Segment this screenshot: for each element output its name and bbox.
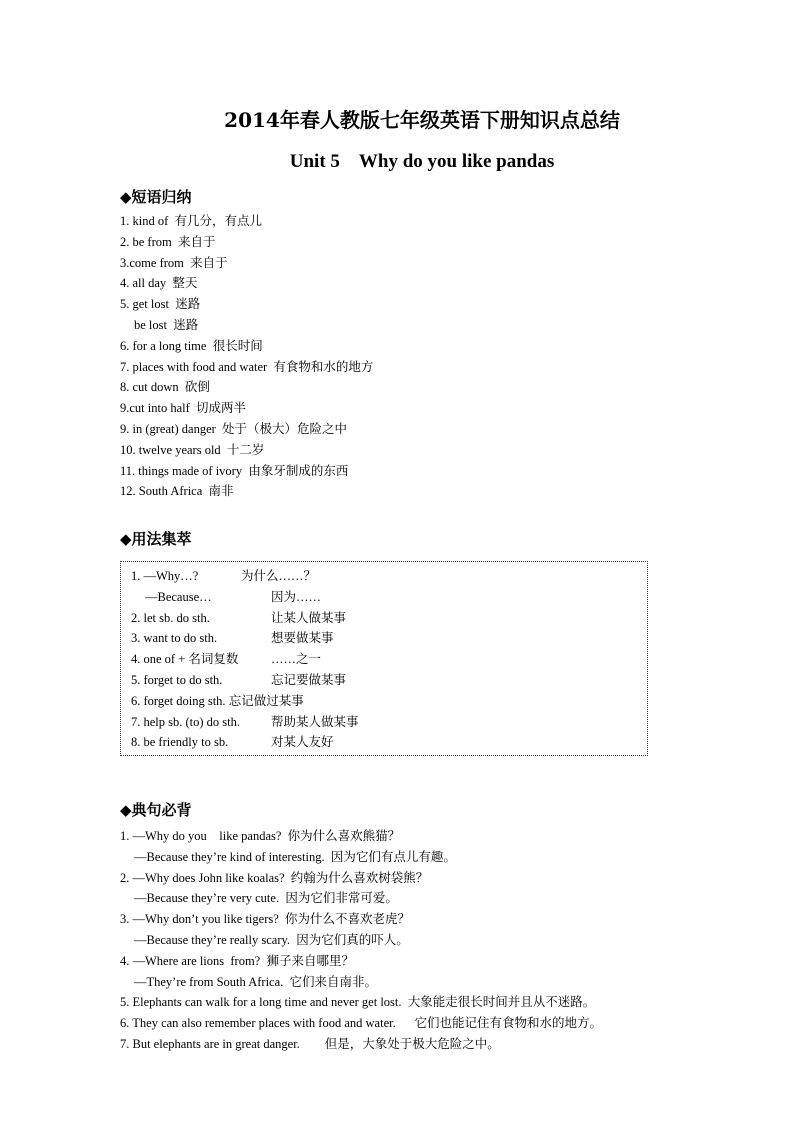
phrase-item: 4. all day 整天 [120, 276, 198, 291]
usage-item [131, 608, 359, 629]
phrase-item: 6. for a long time 很长时间 [120, 338, 263, 353]
phrase-item: 9. in (great) danger 处于（极大）危险之中 [120, 421, 348, 436]
sentence-item: —They’re from South Africa. 它们来自南非。 [134, 974, 378, 989]
sentence-item: —Because they’re very cute. 因为它们非常可爱。 [134, 891, 398, 906]
phrase-item: 12. South Africa 南非 [120, 484, 234, 499]
sentence-item: 7. But elephants are in great danger. 但是，大象处于极大危险之中。 [120, 1036, 500, 1051]
usage-item [131, 732, 359, 753]
sentence-item: 3. —Why don’t you like tigers? 你为什么不喜欢老虎？ [120, 912, 411, 927]
phrase-item: 3.come from 来自于 [120, 255, 228, 270]
usage-item [131, 628, 359, 649]
usage-en: —Because… [145, 589, 212, 604]
sentence-item: 6. They can also remember places with food and water. 它们也能记住有食物和水的地方。 [120, 1016, 602, 1031]
usage-en: 2. let sb. do sth. [131, 610, 210, 625]
usage-en: 1. —Why…? [131, 569, 199, 583]
phrases-list [120, 211, 373, 502]
phrase-item: 8. cut down 砍倒 [120, 380, 210, 395]
sentence-item: 4. —Where are lions from? 狮子来自哪里？ [120, 953, 354, 968]
usage-zh: 想要做某事 [271, 631, 334, 646]
phrase-item: 2. be from 来自于 [120, 234, 216, 249]
sentences-list [120, 826, 602, 1055]
sentence-item: 2. —Why does John like koalas? 约翰为什么喜欢树袋熊？ [120, 870, 429, 885]
usage-zh: 帮助某人做某事 [271, 714, 359, 729]
sentence-item: —Because they’re really scary. 因为它们真的吓人。 [134, 932, 409, 947]
phrases-heading: ◆短语归纳 [120, 188, 192, 206]
usage-item [131, 670, 359, 691]
usage-en: 5. forget to do sth. [131, 672, 223, 687]
usage-zh: 为什么……？ [241, 569, 317, 583]
phrase-item: 11. things made of ivory 由象牙制成的东西 [120, 463, 349, 478]
usage-item [131, 649, 359, 670]
phrase-item: 7. places with food and water 有食物和水的地方 [120, 359, 374, 374]
usage-item [131, 691, 359, 712]
usage-heading: ◆用法集萃 [120, 530, 192, 548]
usage-zh: 因为…… [271, 589, 322, 604]
phrase-item: be lost 迷路 [134, 317, 199, 332]
usage-en: 3. want to do sth. [131, 631, 218, 646]
usage-box [120, 561, 648, 756]
phrase-item: 9.cut into half 切成两半 [120, 401, 247, 416]
phrase-item: 10. twelve years old 十二岁 [120, 442, 265, 457]
phrase-item: 5. get lost 迷路 [120, 297, 201, 312]
sentence-item: 1. —Why do you like pandas? 你为什么喜欢熊猫？ [120, 829, 401, 843]
usage-item [131, 587, 359, 608]
usage-zh: 忘记要做某事 [271, 672, 347, 687]
usage-en: 7. help sb. (to) do sth. [131, 714, 241, 729]
usage-zh: 让某人做某事 [271, 610, 347, 625]
sentences-heading: ◆典句必背 [120, 801, 192, 819]
document-title: 2014年春人教版七年级英语下册知识点总结 [224, 108, 620, 132]
sentence-item: —Because they’re kind of interesting. 因为它们有点儿有趣。 [134, 849, 456, 864]
usage-list [131, 566, 359, 753]
usage-zh: 忘记做过某事 [228, 693, 304, 708]
usage-item [131, 566, 359, 587]
unit-subtitle: Unit 5 Why do you like pandas [289, 151, 555, 172]
usage-en: 8. be friendly to sb. [131, 735, 229, 750]
phrase-item: 1. kind of 有几分，有点儿 [120, 214, 263, 228]
usage-en: 4. one of + 名词复数 [131, 652, 239, 667]
usage-zh: 对某人友好 [271, 735, 334, 750]
usage-item [131, 712, 359, 733]
sentence-item: 5. Elephants can walk for a long time and never get lost. 大象能走很长时间并且从不迷路。 [120, 995, 596, 1010]
usage-zh: ……之一 [271, 652, 322, 667]
usage-en: 6. forget doing sth. [131, 693, 226, 708]
